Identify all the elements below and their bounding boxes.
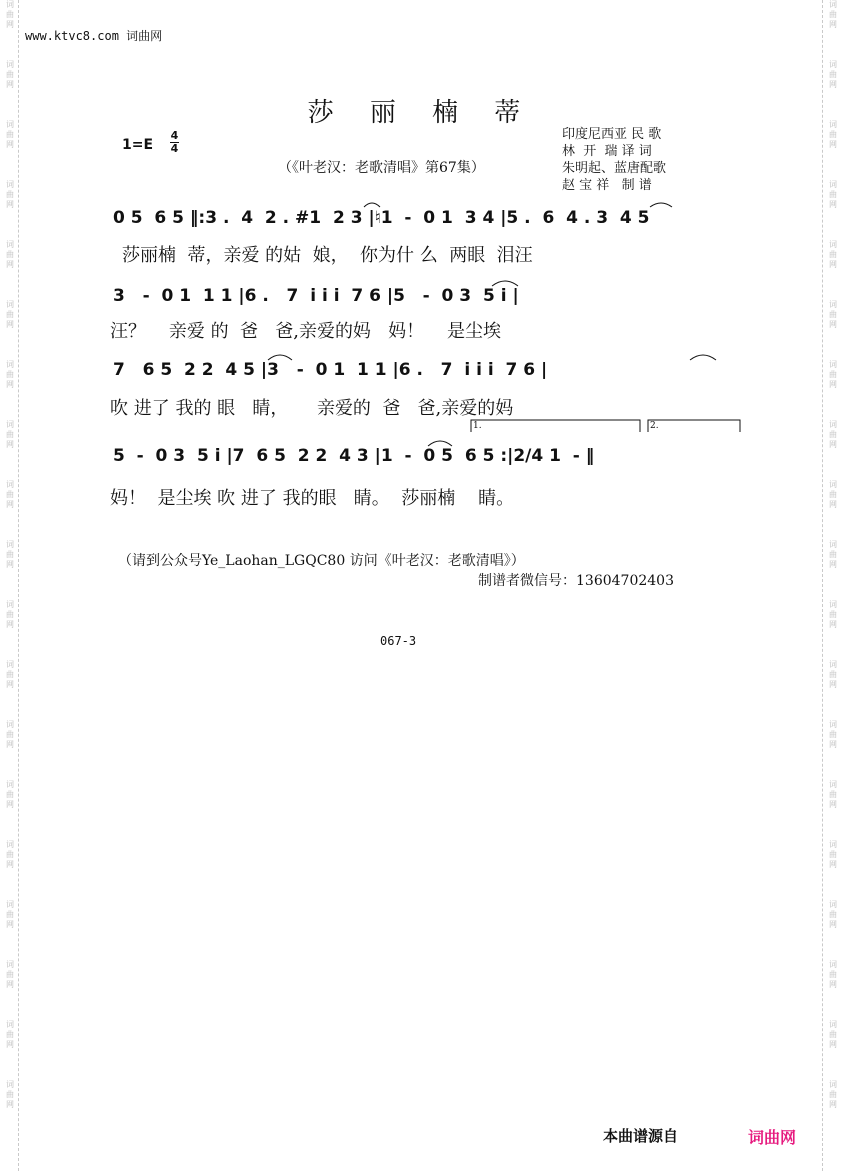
side-watermark-char: 曲 [829, 250, 837, 259]
side-watermark-char: 曲 [829, 310, 837, 319]
side-watermark-char: 网 [829, 620, 837, 629]
side-watermark-block [2, 600, 18, 660]
side-watermark-char: 网 [829, 500, 837, 509]
side-watermark-char: 网 [6, 560, 14, 569]
side-watermark-char: 曲 [829, 130, 837, 139]
side-watermark-block [825, 960, 841, 1020]
side-watermark-char: 网 [829, 1100, 837, 1109]
side-watermark-char: 词 [829, 780, 837, 789]
side-watermark-char: 词 [6, 0, 14, 9]
side-watermark-char: 曲 [829, 910, 837, 919]
footer-wechat: 制谱者微信号：13604702403 [478, 573, 674, 589]
left-watermark-strip [2, 0, 18, 1171]
side-watermark-char: 曲 [829, 70, 837, 79]
notation-line: 7 6 5 2 2 4 5 |3 - 0 1 1 1 |6 . 7 i i i 7 6 | [113, 360, 548, 380]
side-watermark-block [825, 660, 841, 720]
time-signature [170, 130, 179, 155]
right-border-line [822, 0, 823, 1171]
side-watermark-char: 网 [829, 680, 837, 689]
side-watermark-char: 曲 [6, 910, 14, 919]
side-watermark-char: 词 [829, 720, 837, 729]
side-watermark-char: 曲 [829, 1030, 837, 1039]
side-watermark-char: 网 [829, 140, 837, 149]
side-watermark-block [825, 540, 841, 600]
side-watermark-char: 网 [6, 860, 14, 869]
side-watermark-char: 词 [6, 120, 14, 129]
credit-line: 林 开 瑞 译 词 [562, 144, 652, 159]
side-watermark-block [825, 720, 841, 780]
side-watermark-char: 词 [829, 60, 837, 69]
side-watermark-char: 网 [829, 740, 837, 749]
side-watermark-char: 曲 [6, 1090, 14, 1099]
side-watermark-char: 词 [829, 900, 837, 909]
side-watermark-char: 网 [829, 920, 837, 929]
credit-line: 赵 宝 祥 制 谱 [562, 178, 652, 193]
side-watermark-char: 词 [6, 720, 14, 729]
side-watermark-char: 曲 [829, 850, 837, 859]
side-watermark-char: 网 [829, 560, 837, 569]
side-watermark-char: 曲 [6, 250, 14, 259]
side-watermark-char: 词 [6, 180, 14, 189]
side-watermark-char: 网 [6, 260, 14, 269]
volta-2-label: 2. [650, 421, 659, 431]
side-watermark-char: 网 [829, 980, 837, 989]
side-watermark-char: 词 [6, 60, 14, 69]
side-watermark-char: 网 [829, 320, 837, 329]
side-watermark-char: 曲 [6, 790, 14, 799]
side-watermark-char: 词 [6, 900, 14, 909]
side-watermark-char: 曲 [829, 730, 837, 739]
side-watermark-char: 曲 [829, 610, 837, 619]
left-border-line [18, 0, 19, 1171]
side-watermark-char: 曲 [6, 70, 14, 79]
side-watermark-char: 曲 [6, 190, 14, 199]
side-watermark-char: 曲 [6, 730, 14, 739]
side-watermark-char: 网 [6, 320, 14, 329]
notation-line: 3 - 0 1 1 1 |6 . 7 i i i 7 6 |5 - 0 3 5 i | [113, 286, 519, 306]
side-watermark-char: 曲 [829, 550, 837, 559]
side-watermark-char: 曲 [6, 310, 14, 319]
side-watermark-char: 词 [6, 780, 14, 789]
side-watermark-block [825, 600, 841, 660]
side-watermark-char: 词 [829, 840, 837, 849]
side-watermark-block [2, 420, 18, 480]
side-watermark-block [2, 780, 18, 840]
side-watermark-block [2, 900, 18, 960]
side-watermark-char: 网 [6, 680, 14, 689]
side-watermark-char: 网 [829, 1040, 837, 1049]
side-watermark-char: 曲 [6, 1030, 14, 1039]
side-watermark-char: 网 [829, 800, 837, 809]
lyrics-line: 妈！ 是尘埃 吹 进了 我的眼 睛。 莎丽楠 睛。 [110, 488, 515, 509]
side-watermark-block [825, 240, 841, 300]
side-watermark-char: 网 [829, 200, 837, 209]
volta-2-bracket [648, 420, 740, 432]
page-number: 067-3 [380, 634, 417, 648]
side-watermark-char: 网 [6, 1100, 14, 1109]
side-watermark-char: 词 [829, 1020, 837, 1029]
side-watermark-char: 网 [6, 620, 14, 629]
side-watermark-char: 词 [829, 540, 837, 549]
side-watermark-char: 网 [6, 380, 14, 389]
side-watermark-char: 曲 [829, 1090, 837, 1099]
credit-line: 朱明起、蓝唐配歌 [562, 161, 667, 176]
side-watermark-char: 网 [6, 20, 14, 29]
side-watermark-block [825, 480, 841, 540]
footer-note: （请到公众号Ye_Laohan_LGQC80 访问《叶老汉：老歌清唱》） [118, 553, 525, 569]
side-watermark-char: 词 [6, 240, 14, 249]
lyrics-line: 汪？ 亲爱 的 爸 爸,亲爱的妈 妈！ 是尘埃 [110, 321, 501, 342]
side-watermark-block [825, 1020, 841, 1080]
time-bottom: 4 [170, 142, 179, 155]
side-watermark-block [825, 180, 841, 240]
song-subtitle: （《叶老汉：老歌清唱》第67集） [278, 160, 485, 176]
side-watermark-char: 词 [829, 960, 837, 969]
side-watermark-block [825, 360, 841, 420]
time-top: 4 [170, 129, 179, 142]
side-watermark-char: 曲 [6, 970, 14, 979]
side-watermark-char: 曲 [6, 370, 14, 379]
side-watermark-char: 词 [6, 540, 14, 549]
side-watermark-char: 曲 [829, 790, 837, 799]
side-watermark-block [2, 540, 18, 600]
side-watermark-char: 词 [829, 420, 837, 429]
credit-line: 印度尼西亚 民 歌 [562, 127, 662, 142]
side-watermark-block [825, 1080, 841, 1140]
credits-block [562, 126, 666, 194]
side-watermark-char: 网 [829, 260, 837, 269]
side-watermark-char: 词 [829, 0, 837, 9]
side-watermark-block [825, 780, 841, 840]
side-watermark-char: 曲 [829, 490, 837, 499]
side-watermark-char: 曲 [6, 610, 14, 619]
side-watermark-char: 曲 [6, 430, 14, 439]
side-watermark-char: 曲 [6, 130, 14, 139]
lyrics-line: 吹 进了 我的 眼 睛， 亲爱的 爸 爸,亲爱的妈 [110, 398, 514, 419]
side-watermark-char: 网 [6, 980, 14, 989]
side-watermark-char: 词 [829, 1080, 837, 1089]
notation-line: 0 5 6 5 ‖:3 . 4 2 . #1 2 3 |♮1 - 0 1 3 4 |5 . 6 4 . 3 4 5 [113, 208, 650, 228]
side-watermark-block [825, 420, 841, 480]
side-watermark-char: 词 [829, 240, 837, 249]
side-watermark-block [2, 120, 18, 180]
side-watermark-char: 网 [6, 80, 14, 89]
side-watermark-block [825, 120, 841, 180]
side-watermark-char: 网 [6, 140, 14, 149]
side-watermark-char: 网 [6, 740, 14, 749]
side-watermark-char: 曲 [829, 970, 837, 979]
side-watermark-char: 词 [6, 420, 14, 429]
source-label: 本曲谱源自 [603, 1127, 679, 1145]
side-watermark-char: 网 [829, 380, 837, 389]
side-watermark-char: 网 [6, 200, 14, 209]
side-watermark-char: 曲 [6, 850, 14, 859]
site-watermark: www.ktvc8.com 词曲网 [25, 29, 163, 43]
side-watermark-char: 曲 [6, 10, 14, 19]
side-watermark-block [2, 840, 18, 900]
side-watermark-block [2, 960, 18, 1020]
side-watermark-block [2, 1080, 18, 1140]
side-watermark-char: 词 [6, 660, 14, 669]
side-watermark-char: 词 [6, 300, 14, 309]
side-watermark-block [2, 240, 18, 300]
key-signature: 1=E [122, 137, 154, 153]
side-watermark-block [2, 1020, 18, 1080]
side-watermark-char: 曲 [829, 370, 837, 379]
notation-line: 5 - 0 3 5 i |7 6 5 2 2 4 3 |1 - 0 5 6 5 :|2/4 1 - ‖ [113, 446, 595, 466]
side-watermark-char: 曲 [6, 490, 14, 499]
side-watermark-block [2, 480, 18, 540]
side-watermark-char: 词 [829, 120, 837, 129]
side-watermark-char: 词 [829, 300, 837, 309]
side-watermark-char: 词 [6, 1080, 14, 1089]
side-watermark-char: 曲 [6, 550, 14, 559]
side-watermark-block [2, 720, 18, 780]
side-watermark-char: 词 [6, 360, 14, 369]
side-watermark-char: 网 [829, 440, 837, 449]
source-brand[interactable]: 词曲网 [748, 1128, 797, 1147]
side-watermark-block [2, 660, 18, 720]
side-watermark-block [2, 300, 18, 360]
side-watermark-char: 词 [6, 600, 14, 609]
side-watermark-char: 词 [6, 1020, 14, 1029]
song-title: 莎 丽 楠 蒂 [307, 98, 535, 128]
volta-1-label: 1. [473, 421, 482, 431]
side-watermark-block [825, 840, 841, 900]
side-watermark-char: 曲 [6, 670, 14, 679]
side-watermark-char: 网 [829, 80, 837, 89]
right-watermark-strip [825, 0, 841, 1171]
side-watermark-char: 网 [6, 920, 14, 929]
side-watermark-block [825, 0, 841, 60]
side-watermark-char: 词 [829, 660, 837, 669]
side-watermark-char: 网 [6, 800, 14, 809]
side-watermark-block [2, 360, 18, 420]
side-watermark-char: 词 [829, 180, 837, 189]
side-watermark-char: 曲 [829, 10, 837, 19]
side-watermark-char: 网 [6, 500, 14, 509]
side-watermark-char: 曲 [829, 430, 837, 439]
side-watermark-block [825, 300, 841, 360]
side-watermark-block [2, 0, 18, 60]
side-watermark-block [825, 900, 841, 960]
side-watermark-char: 词 [6, 960, 14, 969]
side-watermark-char: 词 [6, 840, 14, 849]
side-watermark-char: 曲 [829, 190, 837, 199]
side-watermark-char: 网 [829, 860, 837, 869]
lyrics-line: 莎丽楠 蒂，亲爱 的姑 娘， 你为什 么 两眼 泪汪 [122, 245, 533, 266]
side-watermark-char: 网 [6, 440, 14, 449]
side-watermark-block [2, 180, 18, 240]
side-watermark-char: 词 [829, 360, 837, 369]
side-watermark-char: 词 [829, 480, 837, 489]
side-watermark-char: 词 [829, 600, 837, 609]
side-watermark-char: 网 [6, 1040, 14, 1049]
side-watermark-char: 词 [6, 480, 14, 489]
side-watermark-char: 网 [829, 20, 837, 29]
side-watermark-char: 曲 [829, 670, 837, 679]
volta-1-bracket [471, 420, 640, 432]
